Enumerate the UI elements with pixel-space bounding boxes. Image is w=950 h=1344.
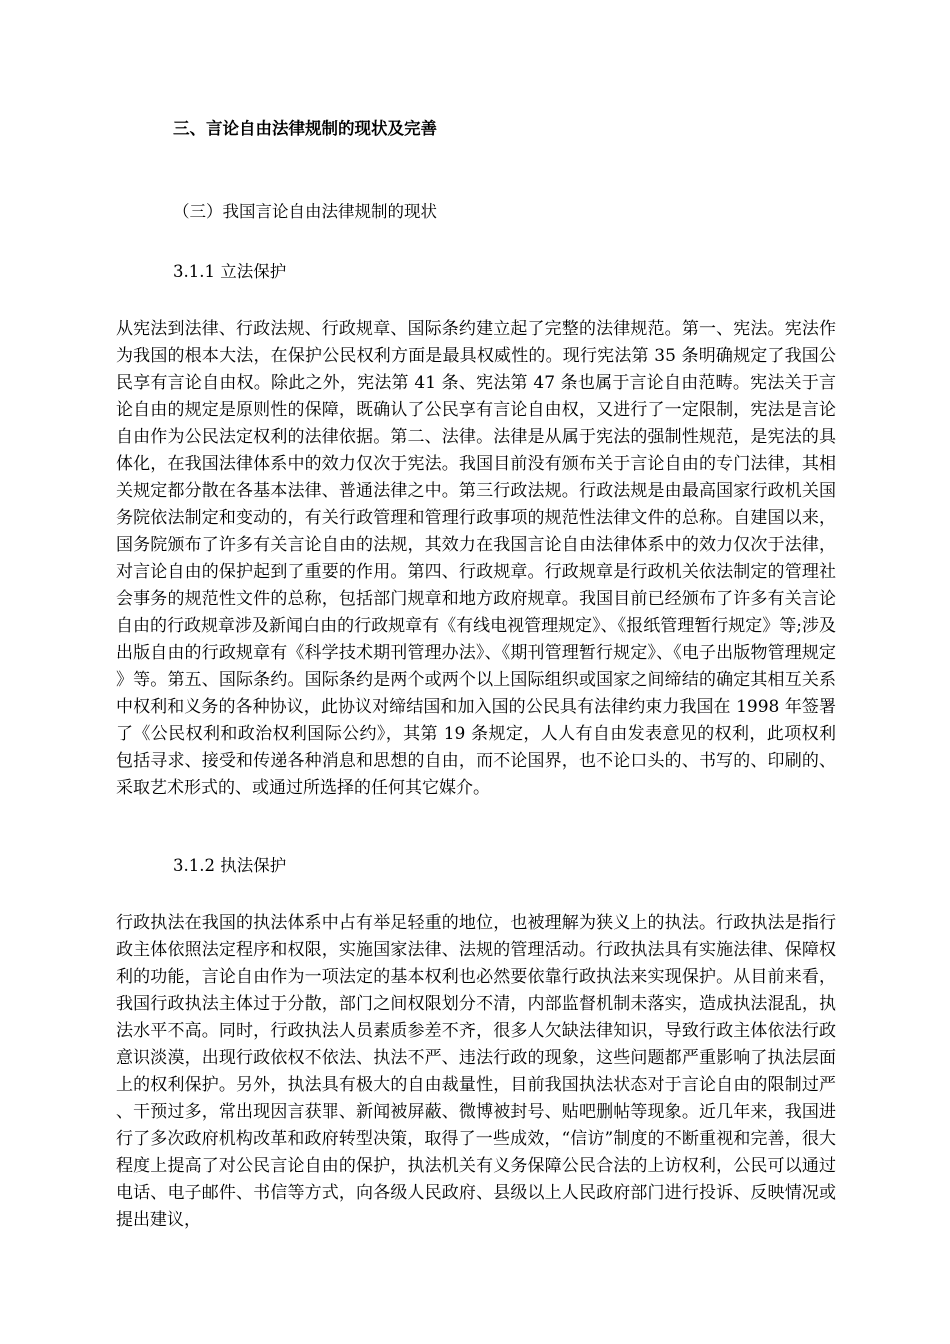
paragraph-enforcement-protection: 行政执法在我国的执法体系中占有举足轻重的地位，也被理解为狭义上的执法。行政执法是指行政主体依照法定程序和权限，实施国家法律、法规的管理活动。行政执法具有实施法律、保障权利的功能，言论自由作为一项法定的基本权利也必然要依靠行政执法来实现保护。从目前来看，我国行政执法主体过于分散，部门之间权限划分不清，内部监督机制未落实，造成执法混乱，执法水平不高。同时，行政执法人员素质参差不齐，很多人欠缺法律知识，导致行政主体依法行政意识淡漠，出现行政依权不依法、执法不严、违法行政的现象，这些问题都严重影响了执法层面上的权利保护。另外，执法具有极大的自由裁量性，目前我国执法状态对于言论自由的限制过严、干预过多，常出现因言获罪、新闻被屏蔽、微博被封号、贴吧删帖等现象。近几年来，我国进行了多次政府机构改革和政府转型决策，取得了一些成效，“信访”制度的不断重视和完善，很大程度上提高了对公民言论自由的保护，执法机关有义务保障公民合法的上访权利，公民可以通过电话、电子邮件、书信等方式，向各级人民政府、县级以上人民政府部门进行投诉、反映情况或提出建议，	[116, 913, 836, 1230]
heading-legislative-protection: 3.1.1 立法保护	[173, 262, 287, 281]
subsection-title: （三）我国言论自由法律规制的现状	[173, 202, 437, 221]
paragraph-legislative-protection: 从宪法到法律、行政法规、行政规章、国际条约建立起了完整的法律规范。第一、宪法。宪法作为我国的根本大法，在保护公民权利方面是最具权威性的。现行宪法第 35 条明确规定了我国公民享有言论自由权。除此之外，宪法第 41 条、宪法第 47 条也属于言论自由范畴。宪法关于言论自由的规定是原则性的保障，既确认了公民享有言论自由权，又进行了一定限制，宪法是言论自由作为公民法定权利的法律依据。第二、法律。法律是从属于宪法的强制性规范，是宪法的具体化，在我国法律体系中的效力仅次于宪法。我国目前没有颁布关于言论自由的专门法律，其相关规定都分散在各基本法律、普通法律之中。第三行政法规。行政法规是由最高国家行政机关国务院依法制定和变动的，有关行政管理和管理行政事项的规范性法律文件的总称。自建国以来，国务院颁布了许多有关言论自由的法规，其效力在我国言论自由法律体系中的效力仅次于法律，对言论自由的保护起到了重要的作用。第四、行政规章。行政规章是行政机关依法制定的管理社会事务的规范性文件的总称，包括部门规章和地方政府规章。我国目前已经颁布了许多有关言论自由的行政规章涉及新闻白由的行政规章有《有线电视管理规定》、《报纸管理暂行规定》等;涉及出版自由的行政规章有《科学技术期刊管理办法》、《期刊管理暂行规定》、《电子出版物管理规定》等。第五、国际条约。国际条约是两个或两个以上国际组织或国家之间缔结的确定其相互关系中权利和义务的各种协议，此协议对缔结国和加入国的公民具有法律约束力我国在 1998 年签署了《公民权利和政治权利国际公约》，其第 19 条规定，人人有自由发表意见的权利，此项权利包括寻求、接受和传递各种消息和思想的自由，而不论国界，也不论口头的、书写的、印刷的、采取艺术形式的、或通过所选择的任何其它媒介。	[116, 319, 836, 798]
heading-enforcement-protection: 3.1.2 执法保护	[173, 856, 287, 875]
section-title: 三、言论自由法律规制的现状及完善	[173, 119, 437, 138]
